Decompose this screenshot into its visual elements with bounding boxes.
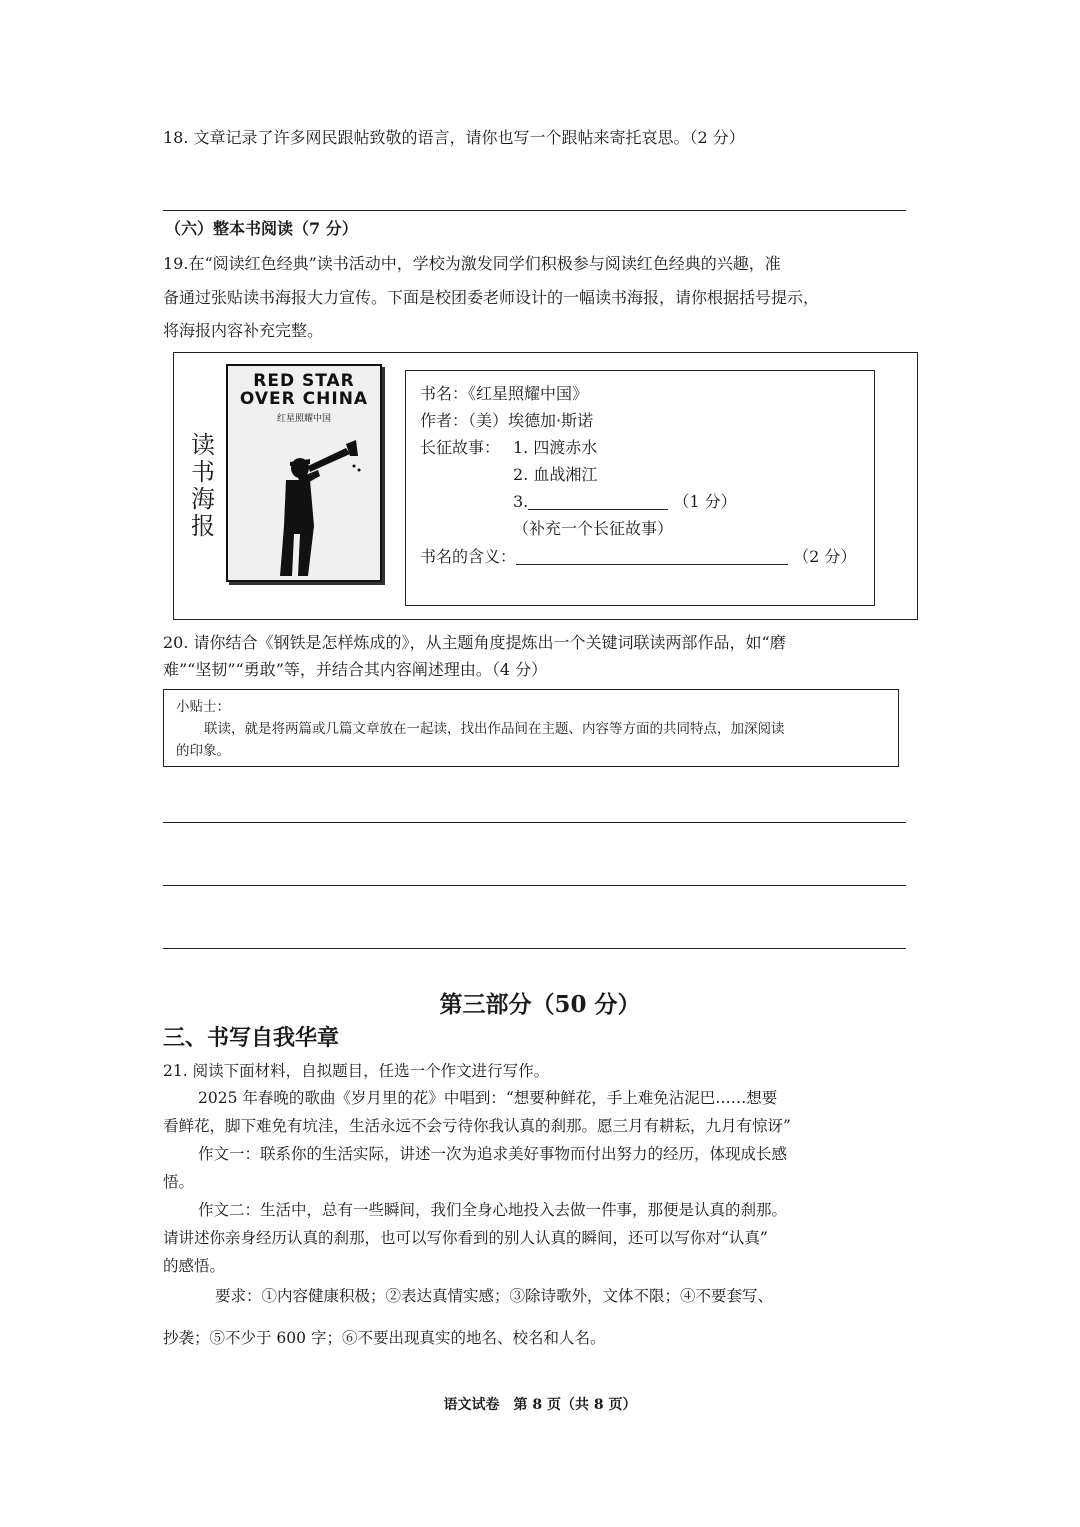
question-19-line-1: 19.在“阅读红色经典”读书活动中，学校为激发同学们积极参与阅读红色经典的兴趣，准 [163,254,781,273]
part-3-title: 第三部分（50 分） [439,991,641,1018]
requirements-line-1: 要求：①内容健康积极；②表达真情实感；③除诗歌外，文体不限；④不要套写、 [215,1287,774,1305]
question-19-line-3: 将海报内容补充完整。 [163,321,324,340]
question-18: 18. 文章记录了许多网民跟帖致敬的语言，请你也写一个跟帖来寄托哀思。（2 分） [163,128,745,147]
answer-line-20-2[interactable] [163,885,906,886]
answer-line-20-1[interactable] [163,822,906,823]
question-20-line-1: 20. 请你结合《钢铁是怎样炼成的》，从主题角度提炼出一个关键词联读两部作品，如“磨 [163,633,786,652]
material-line-1: 2025 年春晚的歌曲《岁月里的花》中唱到：“想要种鲜花，手上难免沾泥巴……想要 [198,1089,778,1107]
long-march-story-2: 2. 血战湘江 [513,465,598,484]
book-meaning-label: 书名的含义： [420,547,517,566]
section-6-title: （六）整本书阅读（7 分） [165,219,358,238]
book-cover-image [226,364,382,582]
material-line-2: 看鲜花，脚下难免有坑洼，生活永远不会亏待你我认真的刹那。愿三月有耕耘，九月有惊讶” [163,1117,791,1135]
page-footer: 语文试卷 第 8 页（共 8 页） [443,1397,637,1413]
section-3-title: 三、书写自我华章 [163,1025,340,1051]
book-meaning-blank[interactable] [516,546,788,565]
question-21-prompt: 21. 阅读下面材料，自拟题目，任选一个作文进行写作。 [163,1062,550,1080]
book-cover-title: RED STAR OVER CHINA [239,371,369,409]
question-20-line-2: 难”“坚韧”“勇敢”等，并结合其内容阐述理由。（4 分） [163,660,548,679]
requirements-line-2: 抄袭；⑤不少于 600 字；⑥不要出现真实的地名、校名和人名。 [163,1329,606,1347]
essay-option-1-line-1: 作文一：联系你的生活实际，讲述一次为追求美好事物而付出努力的经历，体现成长感 [198,1145,788,1163]
long-march-story-3-blank[interactable] [528,491,668,510]
long-march-label: 长征故事： [420,438,501,457]
tip-line-1: 联读，就是将两篇或几篇文章放在一起读，找出作品间在主题、内容等方面的共同特点，加深阅读 [204,721,785,737]
long-march-story-1: 1. 四渡赤水 [513,438,598,457]
long-march-story-3-prefix: 3. [513,492,529,511]
long-march-story-3-score: （1 分） [673,492,737,511]
book-name: 书名：《红星照耀中国》 [420,384,589,403]
tip-box [163,689,899,767]
question-19-line-2: 备通过张贴读书海报大力宣传。下面是校团委老师设计的一幅读书海报，请你根据括号提示， [163,288,820,307]
essay-option-2-line-1: 作文二：生活中，总有一些瞬间，我们全身心地投入去做一件事，那便是认真的刹那。 [198,1201,788,1219]
long-march-story-3-hint: （补充一个长征故事） [513,519,674,538]
essay-option-1-line-2: 悟。 [163,1173,195,1191]
book-meaning-score: （2 分） [793,547,857,566]
tip-title: 小贴士： [176,699,230,715]
poster-side-label: 读书海报 [191,431,215,540]
book-author: 作者：（美）埃德加·斯诺 [420,411,594,430]
essay-option-2-line-2: 请讲述你亲身经历认真的刹那，也可以写你看到的别人认真的瞬间，还可以写你对“认真” [163,1229,768,1247]
bugler-silhouette-icon [258,426,368,576]
book-cover-cn-title: 红星照耀中国 [276,414,331,424]
tip-line-2: 的印象。 [176,743,230,759]
answer-line-20-3[interactable] [163,948,906,949]
answer-line-18[interactable] [163,210,906,211]
essay-option-2-line-3: 的感悟。 [163,1257,226,1275]
